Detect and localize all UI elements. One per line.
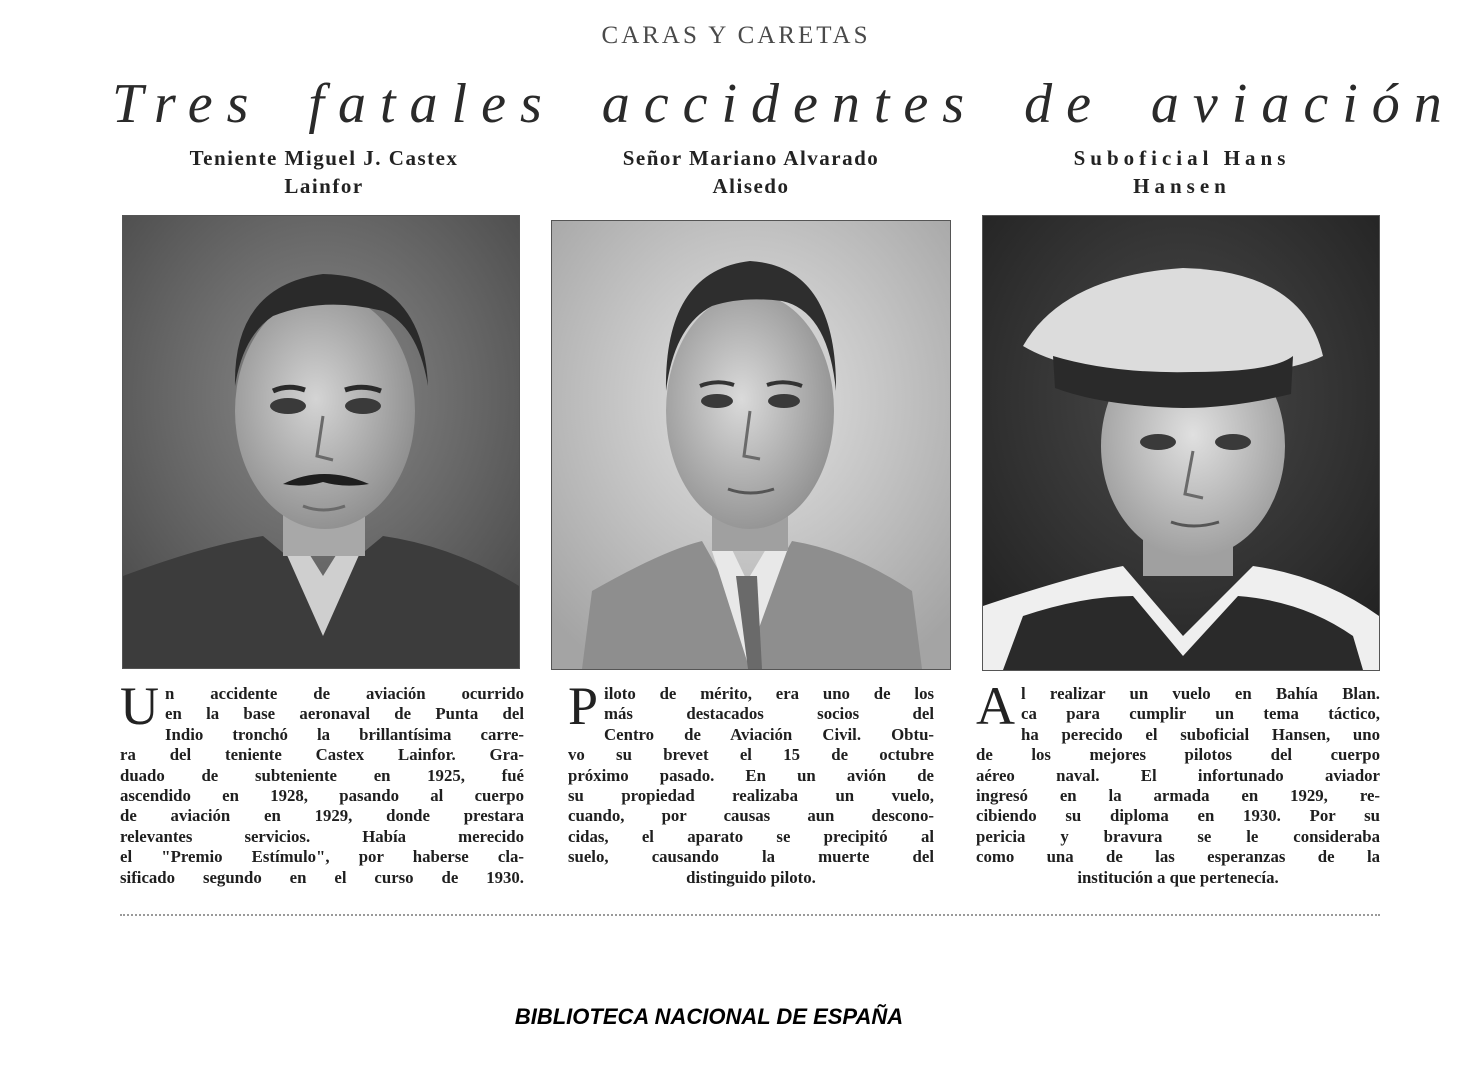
text-line: duado de subteniente en 1925, fué	[120, 765, 524, 785]
column-title-alvarado	[552, 144, 950, 200]
text-line: ascendido en 1928, pasando al cuerpo	[120, 785, 524, 805]
magazine-masthead: CARAS Y CARETAS	[601, 22, 871, 49]
text-line: pericia y bravura se le consideraba	[976, 826, 1380, 846]
text-line: de aviación en 1929, donde prestara	[120, 806, 524, 826]
column-title-castex	[128, 144, 520, 200]
text-line: ingresó en la armada en 1929, re-	[976, 785, 1380, 805]
text-line: ra del teniente Castex Lainfor. Gra-	[120, 745, 524, 765]
title-line: Teniente Miguel J. Castex	[189, 146, 459, 170]
text-line: como una de las esperanzas de la	[976, 847, 1380, 867]
text-line: Indio tronchó la brillantísima carre-	[165, 724, 524, 744]
library-credit: BIBLIOTECA NACIONAL DE ESPAÑA	[514, 1004, 904, 1029]
dotted-divider	[120, 914, 1380, 916]
text-line: cuando, por causas aun descono-	[568, 806, 934, 826]
text-line: iloto de mérito, era uno de los	[604, 684, 934, 703]
text-line: suelo, causando la muerte del	[568, 847, 934, 867]
text-line: cidas, el aparato se precipitó al	[568, 826, 934, 846]
drop-cap: A	[976, 676, 1015, 736]
drop-cap: P	[568, 676, 599, 736]
title-line: Señor Mariano Alvarado	[622, 146, 880, 170]
text-line: cibiendo su diploma en 1930. Por su	[976, 806, 1380, 826]
text-line: su propiedad realizaba un vuelo,	[568, 785, 934, 805]
portrait-photo-castex	[122, 215, 520, 669]
title-line: Alisedo	[712, 174, 790, 198]
text-line: ha perecido el suboficial Hansen, uno	[1021, 724, 1380, 744]
text-line: ca para cumplir un tema táctico,	[1021, 704, 1380, 724]
title-line: Suboficial Hans	[1073, 146, 1291, 170]
text-line: aéreo naval. El infortunado aviador	[976, 765, 1380, 785]
text-line: sificado segundo en el curso de 1930.	[120, 867, 524, 887]
text-line: próximo pasado. En un avión de	[568, 765, 934, 785]
article-headline: Tres fatales accidentes de aviación	[112, 73, 1456, 135]
portrait-photo-alvarado	[551, 220, 951, 670]
text-line: institución a que pertenecía.	[1077, 867, 1279, 887]
text-line: de los mejores pilotos del cuerpo	[976, 745, 1380, 765]
article-text-castex	[120, 676, 524, 888]
text-line: n accidente de aviación ocurrido	[165, 684, 524, 703]
column-title-hansen	[984, 144, 1380, 200]
text-line: relevantes servicios. Había merecido	[120, 826, 524, 846]
text-line: más destacados socios del	[604, 704, 934, 724]
title-line: Lainfor	[284, 174, 364, 198]
text-line: el "Premio Estímulo", por haberse cla-	[120, 847, 524, 867]
title-line: Hansen	[1133, 174, 1231, 198]
text-line: Centro de Aviación Civil. Obtu-	[604, 724, 934, 744]
text-line: vo su brevet el 15 de octubre	[568, 745, 934, 765]
portrait-photo-hansen	[982, 215, 1380, 671]
article-text-hansen	[976, 676, 1380, 888]
text-line: en la base aeronaval de Punta del	[165, 704, 524, 724]
text-line: distinguido piloto.	[686, 867, 816, 887]
article-text-alvarado	[568, 676, 934, 888]
text-line: l realizar un vuelo en Bahía Blan.	[1021, 684, 1380, 703]
drop-cap: U	[120, 676, 159, 736]
